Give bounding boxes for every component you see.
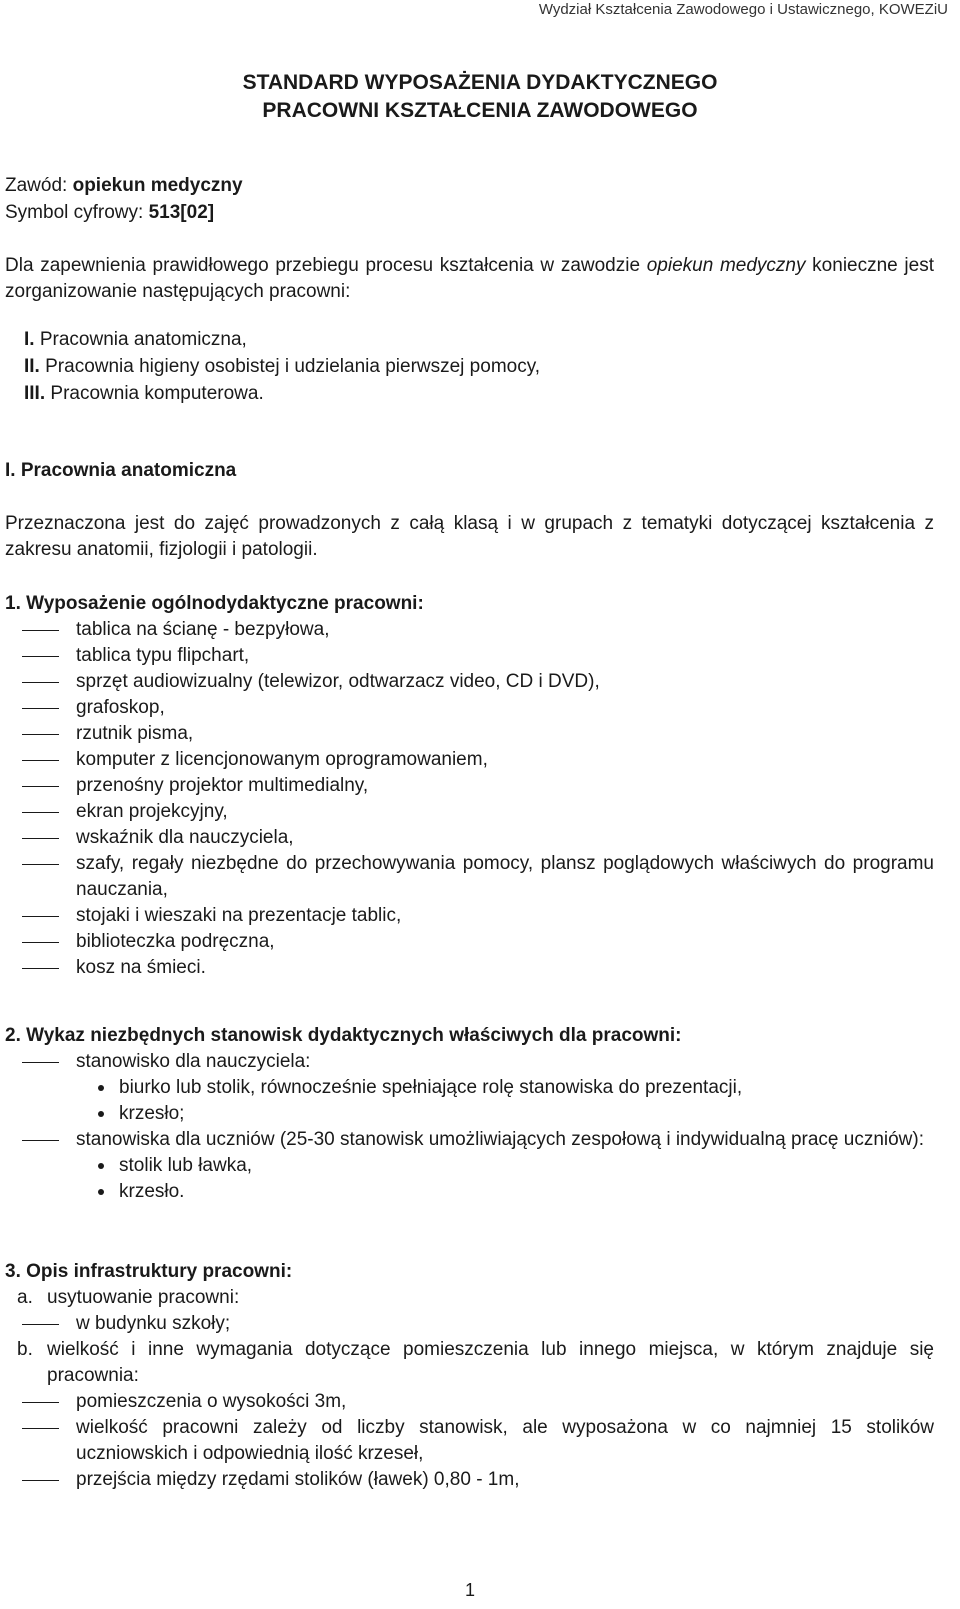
student-stations xyxy=(5,1127,934,1205)
page-number: 1 xyxy=(464,1580,475,1600)
symbol-label: Symbol cyfrowy: xyxy=(5,202,149,223)
profession-value: opiekun medyczny xyxy=(72,175,243,196)
infrastructure-b-list xyxy=(5,1389,934,1493)
title-line-1: STANDARD WYPOSAŻENIA DYDAKTYCZNEGO xyxy=(242,71,718,94)
symbol-row xyxy=(5,200,243,227)
equipment-item: tablica typu flipchart, xyxy=(5,643,934,669)
infrastructure-b-label: wielkość i inne wymagania dotyczące pomieszczenia lub innego miejsca, w którym znajduje się pracownia: xyxy=(47,1339,934,1386)
equipment-item: przenośny projektor multimedialny, xyxy=(5,773,934,799)
infrastructure-b-item: wielkość pracowni zależy od liczby stanowisk, ale wyposażona w co najmniej 15 stolików uczniowskich i odpowiednią ilość krzeseł, xyxy=(5,1415,934,1467)
stations-list xyxy=(5,1049,934,1205)
equipment-heading: 1. Wyposażenie ogólnodydaktyczne pracowni: xyxy=(5,593,424,614)
equipment-list xyxy=(5,617,934,981)
intro-text-before: Dla zapewnienia prawidłowego przebiegu procesu kształcenia w zawodzie xyxy=(5,255,647,276)
lab-text: Pracownia higieny osobistej i udzielania pierwszej pomocy, xyxy=(39,356,541,377)
teacher-station xyxy=(5,1049,934,1127)
equipment-item: stojaki i wieszaki na prezentacje tablic, xyxy=(5,903,934,929)
lab-numeral: II. xyxy=(24,356,40,377)
profession-info xyxy=(5,173,243,227)
running-header: Wydział Kształcenia Zawodowego i Ustawicznego, KOWEZiU xyxy=(538,1,948,18)
infrastructure-b-item: pomieszczenia o wysokości 3m, xyxy=(5,1389,934,1415)
equipment-item: komputer z licencjonowanym oprogramowaniem, xyxy=(5,747,934,773)
teacher-station-item: biurko lub stolik, równocześnie spełniające rolę stanowiska do prezentacji, xyxy=(5,1075,934,1101)
equipment-item: sprzęt audiowizualny (telewizor, odtwarzacz video, CD i DVD), xyxy=(5,669,934,695)
student-station-items xyxy=(5,1153,934,1205)
equipment-block xyxy=(5,591,934,981)
stations-block xyxy=(5,1023,934,1205)
title-line-2: PRACOWNI KSZTAŁCENIA ZAWODOWEGO xyxy=(262,99,698,122)
student-station-item: krzesło. xyxy=(5,1179,934,1205)
lab-numeral: III. xyxy=(24,383,46,404)
student-station-item: stolik lub ławka, xyxy=(5,1153,934,1179)
equipment-item: kosz na śmieci. xyxy=(5,955,934,981)
teacher-station-label: stanowisko dla nauczyciela: xyxy=(76,1051,311,1072)
lab-text: Pracownia anatomiczna, xyxy=(34,329,247,350)
infrastructure-a-label: usytuowanie pracowni: xyxy=(47,1287,240,1308)
equipment-item: grafoskop, xyxy=(5,695,934,721)
infrastructure-a-list xyxy=(5,1311,934,1337)
teacher-station-items xyxy=(5,1075,934,1127)
item-letter: b. xyxy=(17,1339,33,1360)
equipment-item: tablica na ścianę - bezpyłowa, xyxy=(5,617,934,643)
lab-item xyxy=(24,327,540,354)
document-title xyxy=(0,69,960,125)
equipment-item: rzutnik pisma, xyxy=(5,721,934,747)
profession-label: Zawód: xyxy=(5,175,73,196)
item-letter: a. xyxy=(17,1287,33,1308)
infrastructure-item-b xyxy=(5,1337,934,1389)
infrastructure-a-item: w budynku szkoły; xyxy=(5,1311,934,1337)
infrastructure-b-item: przejścia między rzędami stolików (ławek) 0,80 - 1m, xyxy=(5,1467,934,1493)
intro-paragraph xyxy=(5,253,934,305)
equipment-item: biblioteczka podręczna, xyxy=(5,929,934,955)
profession-row xyxy=(5,173,243,200)
section-heading: I. Pracownia anatomiczna xyxy=(5,460,237,481)
section-description: Przeznaczona jest do zajęć prowadzonych z całą klasą i w grupach z tematyki dotyczącej kształcenia z zakresu anatomii, fizjologii i patologii. xyxy=(5,513,934,560)
infrastructure-block xyxy=(5,1259,934,1493)
labs-list xyxy=(24,327,540,408)
infrastructure-heading: 3. Opis infrastruktury pracowni: xyxy=(5,1261,293,1282)
equipment-item: szafy, regały niezbędne do przechowywania pomocy, plansz poglądowych właściwych do programu nauczania, xyxy=(5,851,934,903)
lab-text: Pracownia komputerowa. xyxy=(45,383,264,404)
infrastructure-item-a xyxy=(5,1285,934,1311)
stations-heading: 2. Wykaz niezbędnych stanowisk dydaktycznych właściwych dla pracowni: xyxy=(5,1025,682,1046)
lab-item xyxy=(24,381,540,408)
student-stations-label: stanowiska dla uczniów (25-30 stanowisk umożliwiających zespołową i indywidualną pracę uczniów): xyxy=(76,1129,925,1150)
equipment-item: ekran projekcyjny, xyxy=(5,799,934,825)
lab-item xyxy=(24,354,540,381)
equipment-item: wskaźnik dla nauczyciela, xyxy=(5,825,934,851)
lab-numeral: I. xyxy=(24,329,35,350)
teacher-station-item: krzesło; xyxy=(5,1101,934,1127)
intro-profession: opiekun medyczny xyxy=(646,255,806,276)
symbol-value: 513[02] xyxy=(148,202,215,223)
intro-text-after: konieczne jest zorganizowanie następujących pracowni: xyxy=(5,255,934,302)
